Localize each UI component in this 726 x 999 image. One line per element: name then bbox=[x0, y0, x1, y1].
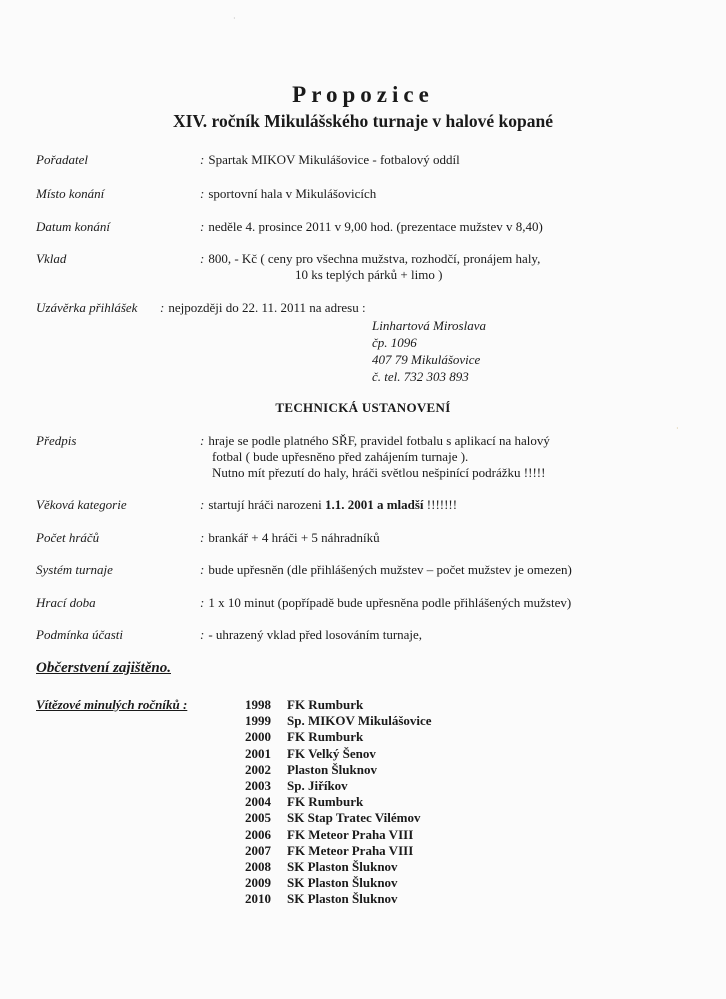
page-title: Propozice bbox=[292, 82, 434, 107]
winner-year: 1998 bbox=[245, 697, 271, 712]
page-subtitle: XIV. ročník Mikulášského turnaje v halové kopané bbox=[172, 111, 554, 131]
fee-value-line2: 10 ks teplých párků + limo ) bbox=[295, 267, 443, 282]
venue-label: Místo konání bbox=[36, 186, 105, 201]
winner-year: 2010 bbox=[245, 891, 271, 907]
winner-row bbox=[245, 778, 432, 794]
winner-year: 2006 bbox=[245, 826, 271, 842]
winners-list bbox=[245, 697, 432, 907]
winner-team: SK Stap Tratec Vilémov bbox=[287, 810, 421, 826]
rules-value: : hraje se podle platného SŘF, pravidel fotbalu s aplikací na halový bbox=[200, 433, 550, 448]
winner-year: 2008 bbox=[245, 858, 271, 874]
winner-team: FK Velký Šenov bbox=[287, 745, 376, 761]
winner-team: Plaston Šluknov bbox=[287, 761, 377, 777]
date-label: Datum konání bbox=[36, 219, 111, 234]
winner-team: SK Plaston Šluknov bbox=[287, 891, 398, 907]
winner-row bbox=[245, 729, 432, 745]
winner-year: 1999 bbox=[245, 713, 271, 729]
winner-row bbox=[245, 859, 432, 875]
winner-year: 2002 bbox=[245, 761, 271, 777]
winner-year: 2000 bbox=[245, 729, 271, 745]
contact-postcode-city: 407 79 Mikulášovice bbox=[372, 352, 481, 367]
players-count-label: Počet hráčů bbox=[36, 530, 100, 545]
winner-team: SK Plaston Šluknov bbox=[287, 875, 398, 891]
winner-team: FK Rumburk bbox=[287, 794, 364, 810]
age-category-value: : startují hráči narozeni 1.1. 2001 a mladší !!!!!!! bbox=[200, 497, 458, 512]
scan-speck: · bbox=[676, 424, 679, 433]
winner-row bbox=[245, 875, 432, 891]
winner-row bbox=[245, 891, 432, 907]
venue-value: : sportovní hala v Mikulášovicích bbox=[200, 186, 377, 201]
winner-team: Sp. MIKOV Mikulášovice bbox=[287, 713, 432, 729]
system-label: Systém turnaje bbox=[36, 562, 113, 577]
fee-label: Vklad bbox=[36, 251, 67, 266]
refreshments-note: Občerstvení zajištěno. bbox=[36, 660, 171, 676]
winner-year: 2007 bbox=[245, 842, 271, 858]
winner-row bbox=[245, 827, 432, 843]
organizer-value: : Spartak MIKOV Mikulášovice - fotbalový oddíl bbox=[200, 152, 460, 167]
contact-house-number: čp. 1096 bbox=[372, 335, 417, 350]
technical-heading: TECHNICKÁ USTANOVENÍ bbox=[275, 400, 451, 415]
scan-speck: · bbox=[233, 14, 236, 23]
condition-value: : - uhrazený vklad před losováním turnaje, bbox=[200, 627, 423, 642]
winner-row bbox=[245, 697, 432, 713]
winner-year: 2003 bbox=[245, 777, 271, 793]
winner-row bbox=[245, 762, 432, 778]
players-count-value: : brankář + 4 hráči + 5 náhradníků bbox=[200, 530, 380, 545]
date-value: : neděle 4. prosince 2011 v 9,00 hod. (prezentace mužstev v 8,40) bbox=[200, 219, 543, 234]
winner-row bbox=[245, 810, 432, 826]
winners-label: Vítězové minulých ročníků : bbox=[36, 697, 188, 712]
winner-row bbox=[245, 794, 432, 810]
winner-team: Sp. Jiříkov bbox=[287, 777, 348, 793]
deadline-label: Uzávěrka přihlášek bbox=[36, 300, 138, 315]
winner-team: FK Rumburk bbox=[287, 729, 364, 745]
winner-year: 2001 bbox=[245, 745, 271, 761]
winner-row bbox=[245, 843, 432, 859]
winner-year: 2004 bbox=[245, 794, 271, 810]
rules-value-line3: Nutno mít přezutí do haly, hráči světlou nešpinící podrážku !!!!! bbox=[212, 465, 546, 480]
winner-row bbox=[245, 713, 432, 729]
condition-label: Podmínka účasti bbox=[36, 627, 124, 642]
duration-value: : 1 x 10 minut (popřípadě bude upřesněna podle přihlášených mužstev) bbox=[200, 595, 572, 610]
contact-name: Linhartová Miroslava bbox=[372, 318, 486, 333]
winner-year: 2005 bbox=[245, 810, 271, 826]
age-category-label: Věková kategorie bbox=[36, 497, 127, 512]
rules-label: Předpis bbox=[36, 433, 77, 448]
organizer-label: Pořadatel bbox=[36, 152, 88, 167]
winner-year: 2009 bbox=[245, 875, 271, 891]
deadline-value: : nejpozději do 22. 11. 2011 na adresu : bbox=[160, 300, 366, 315]
contact-address bbox=[372, 317, 486, 385]
fee-value: : 800, - Kč ( ceny pro všechna mužstva, rozhodčí, pronájem haly, bbox=[200, 251, 541, 266]
duration-label: Hrací doba bbox=[36, 595, 96, 610]
winner-team: SK Plaston Šluknov bbox=[287, 858, 398, 874]
winner-team: FK Rumburk bbox=[287, 697, 364, 712]
winner-team: FK Meteor Praha VIII bbox=[287, 826, 414, 842]
winner-team: FK Meteor Praha VIII bbox=[287, 842, 414, 858]
contact-phone: č. tel. 732 303 893 bbox=[372, 369, 469, 384]
system-value: : bude upřesněn (dle přihlášených mužstev – počet mužstev je omezen) bbox=[200, 562, 572, 577]
winner-row bbox=[245, 746, 432, 762]
rules-value-line2: fotbal ( bude upřesněno před zahájením turnaje ). bbox=[212, 449, 469, 464]
